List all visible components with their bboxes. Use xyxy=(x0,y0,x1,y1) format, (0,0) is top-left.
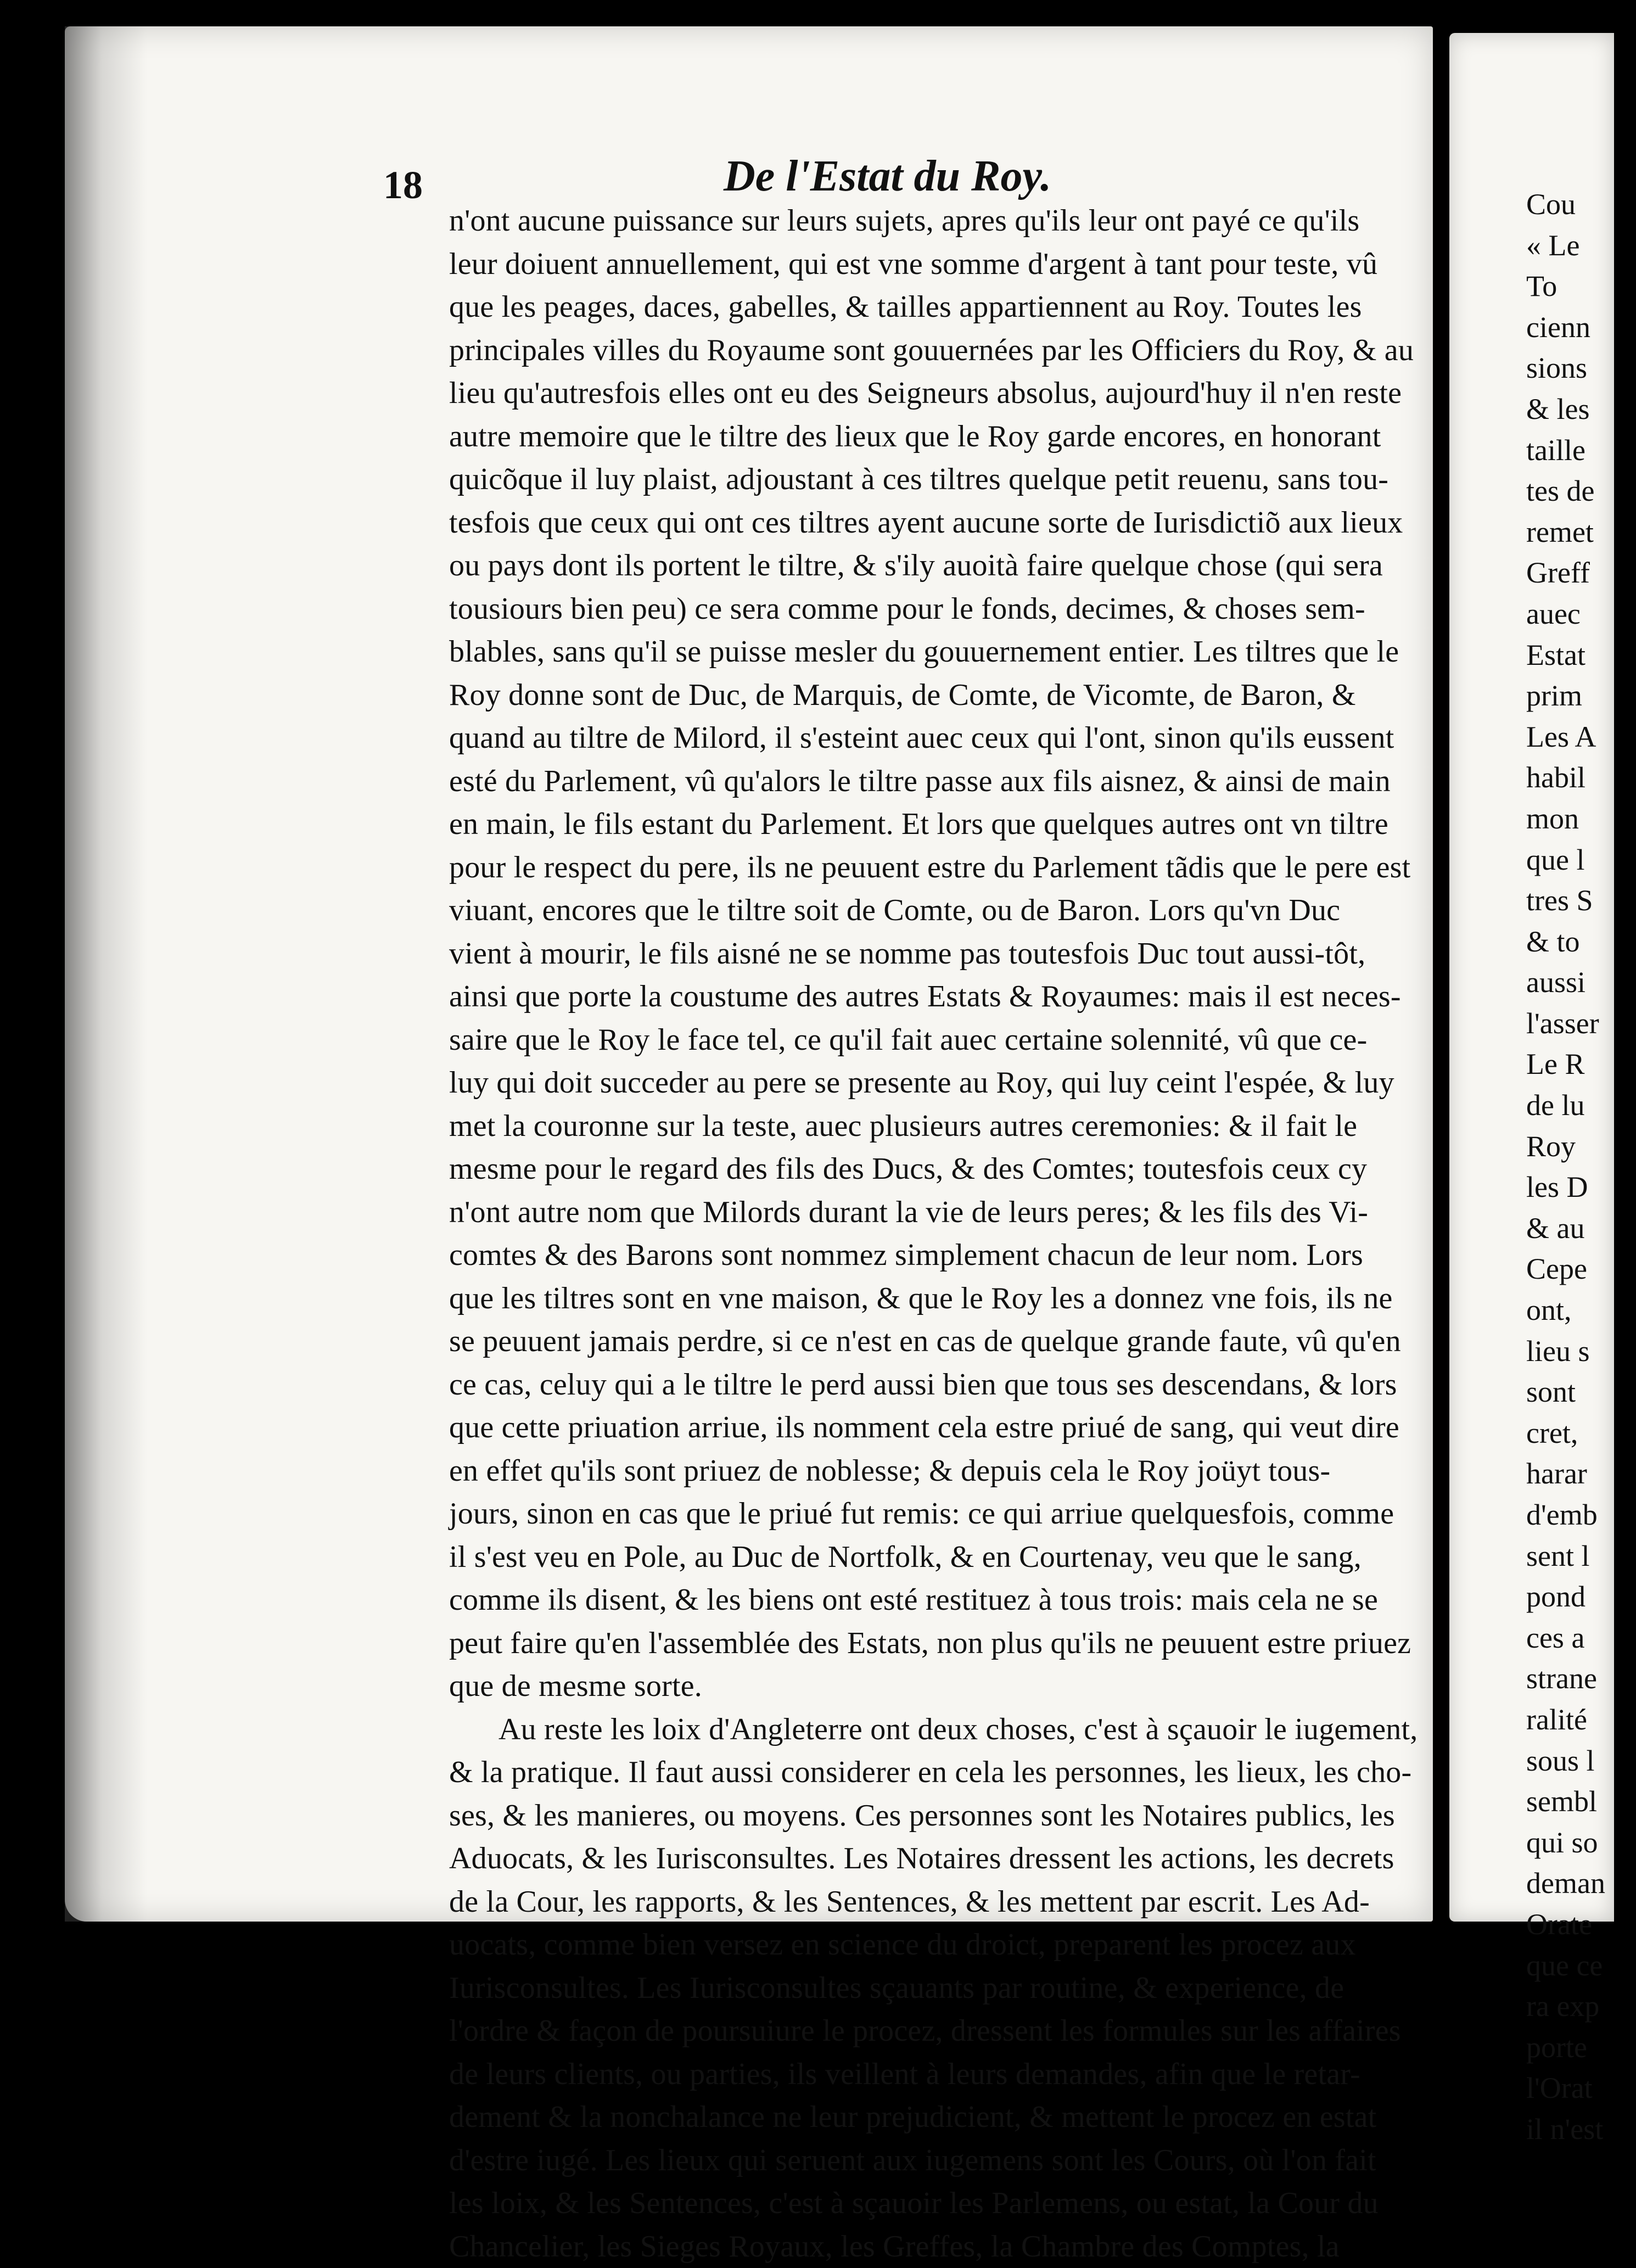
text-line: ainsi que porte la coustume des autres Estats & Royaumes: mais il est neces- xyxy=(449,975,1437,1018)
fragment-line: que l xyxy=(1526,839,1636,881)
text-line: mesme pour le regard des fils des Ducs, & des Comtes; toutesfois ceux cy xyxy=(449,1147,1437,1191)
fragment-line: & to xyxy=(1526,921,1636,962)
fragment-line: sous l xyxy=(1526,1740,1636,1782)
fragment-line: tres S xyxy=(1526,880,1636,921)
text-line: principales villes du Royaume sont gouuernées par les Officiers du Roy, & au xyxy=(449,329,1437,372)
text-line: ses, & les manieres, ou moyens. Ces personnes sont les Notaires publics, les xyxy=(449,1794,1437,1838)
text-line: d'estre iugé. Les lieux qui seruent aux iugemens sont les Cours, où l'on fait xyxy=(449,2139,1437,2182)
text-line: que cette priuation arriue, ils nomment cela estre priué de sang, qui veut dire xyxy=(449,1406,1437,1449)
text-line: vient à mourir, le fils aisné ne se nomme pas toutesfois Duc tout aussi-tôt, xyxy=(449,932,1437,976)
text-line: Iurisconsultes. Les Iurisconsultes sçauants par routine, & experience, de xyxy=(449,1967,1437,2010)
text-line: en main, le fils estant du Parlement. Et lors que quelques autres ont vn tiltre xyxy=(449,803,1437,846)
fragment-line: To xyxy=(1526,266,1636,307)
fragment-line: & les xyxy=(1526,389,1636,430)
text-line: n'ont autre nom que Milords durant la vie de leurs peres; & les fils des Vi- xyxy=(449,1191,1437,1234)
fragment-line: les D xyxy=(1526,1167,1636,1208)
fragment-line: Greff xyxy=(1526,552,1636,593)
text-line: met la couronne sur la teste, auec plusieurs autres ceremonies: & il fait le xyxy=(449,1105,1437,1148)
text-line: & la pratique. Il faut aussi considerer en cela les personnes, les lieux, les cho- xyxy=(449,1751,1437,1794)
text-line: de leurs clients, ou parties, ils veillent à leurs demandes, afin que le retar- xyxy=(449,2053,1437,2096)
fragment-line: cienn xyxy=(1526,307,1636,348)
fragment-line: l'Orat xyxy=(1526,2068,1636,2109)
fragment-line: deman xyxy=(1526,1863,1636,1904)
text-line: luy qui doit succeder au pere se presente au Roy, qui luy ceint l'espée, & luy xyxy=(449,1061,1437,1105)
fragment-line: mon xyxy=(1526,798,1636,839)
text-line: Au reste les loix d'Angleterre ont deux choses, c'est à sçauoir le iugement, xyxy=(449,1708,1437,1751)
text-line: quand au tiltre de Milord, il s'esteint auec ceux qui l'ont, sinon qu'ils eussent xyxy=(449,716,1437,760)
fragment-line: strane xyxy=(1526,1658,1636,1699)
fragment-line: « Le xyxy=(1526,225,1636,266)
text-line: leur doiuent annuellement, qui est vne somme d'argent à tant pour teste, vû xyxy=(449,243,1437,286)
fragment-line: ra exp xyxy=(1526,1986,1636,2027)
text-line: de la Cour, les rapports, & les Sentences, & les mettent par escrit. Les Ad- xyxy=(449,1880,1437,1924)
text-line: l'ordre & façon de poursuiure le procez, dressent les formules sur les affaires xyxy=(449,2009,1437,2053)
fragment-line: lieu s xyxy=(1526,1331,1636,1372)
fragment-line: sent l xyxy=(1526,1536,1636,1577)
fragment-line: harar xyxy=(1526,1453,1636,1494)
body-text xyxy=(449,199,1437,2268)
text-line: se peuuent jamais perdre, si ce n'est en cas de quelque grande faute, vû qu'en xyxy=(449,1320,1437,1363)
fragment-line: prim xyxy=(1526,675,1636,716)
text-line: en effet qu'ils sont priuez de noblesse; & depuis cela le Roy joüyt tous- xyxy=(449,1449,1437,1493)
fragment-line: qui so xyxy=(1526,1822,1636,1863)
text-line: ce cas, celuy qui a le tiltre le perd aussi bien que tous ses descendans, & lors xyxy=(449,1363,1437,1407)
fragment-line: l'asser xyxy=(1526,1003,1636,1044)
text-line: il s'est veu en Pole, au Duc de Nortfolk, & en Courtenay, veu que le sang, xyxy=(449,1536,1437,1579)
fragment-line: que ce xyxy=(1526,1945,1636,1986)
fragment-line: Les A xyxy=(1526,716,1636,758)
right-page-fragment xyxy=(1449,33,1614,1922)
fragment-line: Cou xyxy=(1526,184,1636,225)
fragment-line: Estat xyxy=(1526,635,1636,676)
fragment-line: tes de xyxy=(1526,471,1636,512)
book-gutter xyxy=(1434,0,1447,1968)
fragment-line: Le R xyxy=(1526,1044,1636,1085)
text-line: tesfois que ceux qui ont ces tiltres ayent aucune sorte de Iurisdictiõ aux lieux xyxy=(449,501,1437,545)
fragment-line: sions xyxy=(1526,348,1636,389)
text-line: dement & la nonchalance ne leur prejudicient, & mettent le procez en estat xyxy=(449,2096,1437,2139)
text-line: viuant, encores que le tiltre soit de Comte, ou de Baron. Lors qu'vn Duc xyxy=(449,889,1437,932)
text-line: ou pays dont ils portent le tiltre, & s'ily auoità faire quelque chose (qui sera xyxy=(449,544,1437,587)
fragment-line: remet xyxy=(1526,512,1636,553)
text-line: Roy donne sont de Duc, de Marquis, de Comte, de Vicomte, de Baron, & xyxy=(449,674,1437,717)
text-line: Chancelier, les Sieges Royaux, les Greffes, la Chambre des Comptes, la xyxy=(449,2225,1437,2268)
text-line: quicõque il luy plaist, adjoustant à ces tiltres quelque petit reuenu, sans tou- xyxy=(449,458,1437,501)
fragment-line: aussi xyxy=(1526,962,1636,1003)
text-line: peut faire qu'en l'assemblée des Estats, non plus qu'ils ne peuuent estre priuez xyxy=(449,1622,1437,1665)
page-number: 18 xyxy=(383,163,423,208)
text-line: uocats, comme bien versez en science du droict, preparent les procez aux xyxy=(449,1923,1437,1967)
text-line: les loix, & les Sentences, c'est à sçauoir les Parlemens, ou estat, la Cour du xyxy=(449,2182,1437,2225)
text-line: tousiours bien peu) ce sera comme pour le fonds, decimes, & choses sem- xyxy=(449,587,1437,631)
text-line: saire que le Roy le face tel, ce qu'il fait auec certaine solennité, vû que ce- xyxy=(449,1018,1437,1062)
fragment-line: pond xyxy=(1526,1576,1636,1617)
fragment-line: habil xyxy=(1526,757,1636,798)
fragment-line: porte xyxy=(1526,2027,1636,2068)
fragment-line: Orate xyxy=(1526,1904,1636,1945)
text-line: pour le respect du pere, ils ne peuuent estre du Parlement tãdis que le pere est xyxy=(449,846,1437,889)
right-page-text xyxy=(1526,184,1636,2150)
fragment-line: cret, xyxy=(1526,1413,1636,1454)
fragment-line: & au xyxy=(1526,1208,1636,1249)
text-line: Aduocats, & les Iurisconsultes. Les Notaires dressent les actions, les decrets xyxy=(449,1837,1437,1880)
fragment-line: ont, xyxy=(1526,1290,1636,1331)
fragment-line: sont xyxy=(1526,1371,1636,1413)
fragment-line: il n'est xyxy=(1526,2109,1636,2150)
left-page xyxy=(65,26,1433,1922)
text-line: lieu qu'autresfois elles ont eu des Seigneurs absolus, aujourd'huy il n'en reste xyxy=(449,372,1437,415)
fragment-line: Cepe xyxy=(1526,1248,1636,1290)
text-line: que les tiltres sont en vne maison, & que le Roy les a donnez vne fois, ils ne xyxy=(449,1277,1437,1320)
text-line: n'ont aucune puissance sur leurs sujets, apres qu'ils leur ont payé ce qu'ils xyxy=(449,199,1437,243)
fragment-line: de lu xyxy=(1526,1085,1636,1126)
text-line: autre memoire que le tiltre des lieux que le Roy garde encores, en honorant xyxy=(449,415,1437,458)
text-line: comme ils disent, & les biens ont esté restituez à tous trois: mais cela ne se xyxy=(449,1578,1437,1622)
fragment-line: ces a xyxy=(1526,1617,1636,1659)
fragment-line: taille xyxy=(1526,430,1636,471)
text-line: esté du Parlement, vû qu'alors le tiltre passe aux fils aisnez, & ainsi de main xyxy=(449,760,1437,803)
text-line: que les peages, daces, gabelles, & tailles appartiennent au Roy. Toutes les xyxy=(449,285,1437,329)
page-edge-stain xyxy=(65,26,147,1922)
text-line: comtes & des Barons sont nommez simplement chacun de leur nom. Lors xyxy=(449,1234,1437,1277)
text-line: blables, sans qu'il se puisse mesler du gouuernement entier. Les tiltres que le xyxy=(449,630,1437,674)
fragment-line: ralité xyxy=(1526,1699,1636,1740)
text-line: que de mesme sorte. xyxy=(449,1665,1437,1708)
fragment-line: auec xyxy=(1526,593,1636,635)
running-head: De l'Estat du Roy. xyxy=(724,152,1218,201)
fragment-line: d'emb xyxy=(1526,1494,1636,1536)
text-line: jours, sinon en cas que le priué fut remis: ce qui arriue quelquesfois, comme xyxy=(449,1492,1437,1536)
fragment-line: sembl xyxy=(1526,1781,1636,1822)
fragment-line: Roy xyxy=(1526,1126,1636,1167)
